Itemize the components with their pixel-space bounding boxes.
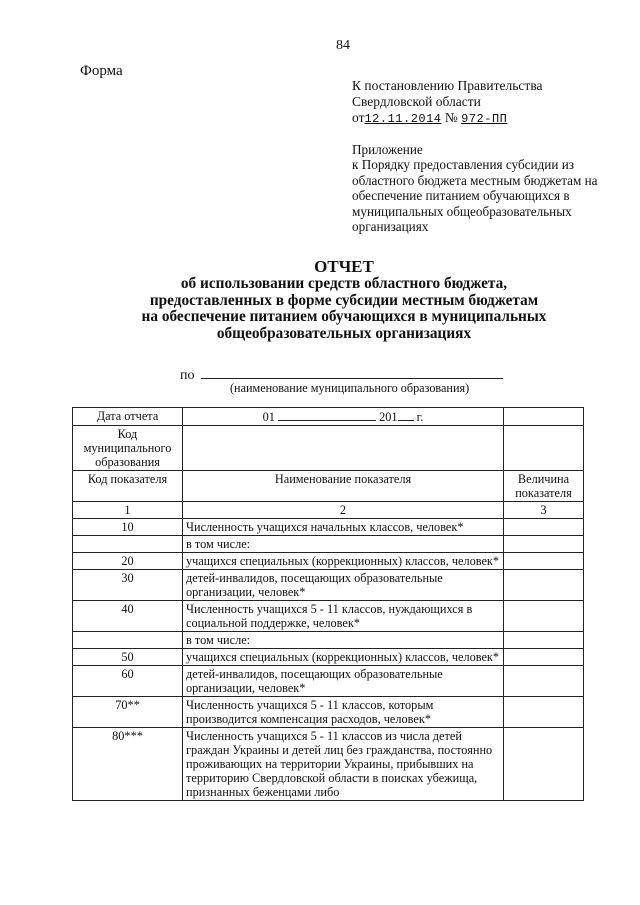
date-year-blank[interactable] [398,409,414,421]
row-value[interactable] [504,697,584,728]
decree-line-2: Свердловской области [352,94,481,109]
header-value: Величина показателя [504,471,584,502]
table-row [73,408,584,426]
row-name: в том числе: [183,632,504,649]
municipal-code-cell[interactable] [183,426,504,471]
decree-number-sign: № [444,110,458,125]
table-header-row [73,471,584,502]
date-value-cell[interactable] [504,408,584,426]
form-label: Форма [80,63,123,79]
date-label: Дата отчета [73,408,183,426]
decree-date-line [352,110,602,127]
municipality-input[interactable] [201,366,503,379]
municipality-label: по [180,368,195,383]
decree-reference [352,78,602,127]
table-row [73,666,584,697]
appendix-line: к Порядку предоставления субсидии из [352,157,574,173]
row-code: 20 [73,553,183,570]
table-row [73,519,584,536]
table-row [73,697,584,728]
row-code: 70** [73,697,183,728]
report-title-line: об использовании средств областного бюджета, [180,274,508,292]
header-code: Код показателя [73,471,183,502]
header-name: Наименование показателя [183,471,504,502]
row-name: Численность учащихся 5 - 11 классов из числа детей граждан Украины и детей лиц без гражданства, постоянно проживающих на территории Украины, прибывших на территорию Свердловской области в поисках убежища, признанных беженцами либо [183,728,504,801]
table-row [73,632,584,649]
row-value[interactable] [504,666,584,697]
table-row [73,601,584,632]
row-name: учащихся специальных (коррекционных) классов, человек* [183,553,504,570]
row-code: 10 [73,519,183,536]
report-table [72,407,584,801]
appendix-line: муниципальных общеобразовательных [352,203,572,219]
municipality-caption: (наименование муниципального образования) [230,381,470,395]
row-value[interactable] [504,519,584,536]
col-number: 3 [504,502,584,519]
page-number: 84 [336,38,350,53]
decree-number: 972-ПП [461,112,508,126]
row-code [73,632,183,649]
column-number-row [73,502,584,519]
row-value[interactable] [504,570,584,601]
table-row [73,728,584,801]
report-title-line: на обеспечение питанием обучающихся в муниципальных [141,308,547,326]
report-title-main: ОТЧЕТ [314,257,374,276]
row-name: Численность учащихся начальных классов, человек* [183,519,504,536]
row-name: учащихся специальных (коррекционных) классов, человек* [183,649,504,666]
appendix-line: обеспечение питанием обучающихся в [352,188,570,204]
table-row [73,536,584,553]
date-day: 01 [262,410,275,424]
date-field[interactable] [183,408,504,426]
row-value[interactable] [504,553,584,570]
date-year: 201 [379,410,398,424]
row-value[interactable] [504,601,584,632]
appendix-block [352,142,622,234]
appendix-label: Приложение [352,142,423,157]
report-title-line: предоставленных в форме субсидии местным бюджетам [149,291,539,309]
table-row [73,553,584,570]
row-name: детей-инвалидов, посещающих образовательные организации, человек* [183,570,504,601]
decree-line-1: К постановлению Правительства [352,78,543,93]
row-code: 60 [73,666,183,697]
row-code: 40 [73,601,183,632]
report-title [100,259,588,343]
col-number: 2 [183,502,504,519]
municipal-code-label: Код муниципального образования [73,426,183,471]
report-title-line: общеобразовательных организациях [216,325,472,343]
decree-date: 12.11.2014 [364,112,442,126]
row-code: 80*** [73,728,183,801]
row-value[interactable] [504,632,584,649]
row-value[interactable] [504,728,584,801]
decree-date-prefix: от [352,110,365,125]
row-code: 30 [73,570,183,601]
table-row [73,426,584,471]
col-number: 1 [73,502,183,519]
table-row [73,649,584,666]
row-value[interactable] [504,536,584,553]
row-name: в том числе: [183,536,504,553]
row-code: 50 [73,649,183,666]
date-suffix: г. [416,410,424,424]
municipal-code-value-cell[interactable] [504,426,584,471]
row-name: детей-инвалидов, посещающих образовательные организации, человек* [183,666,504,697]
row-value[interactable] [504,649,584,666]
row-code [73,536,183,553]
row-name: Численность учащихся 5 - 11 классов, нуждающихся в социальной поддержке, человек* [183,601,504,632]
appendix-line: областного бюджета местным бюджетам на [352,172,598,188]
row-name: Численность учащихся 5 - 11 классов, которым производится компенсация расходов, человек* [183,697,504,728]
date-month-blank[interactable] [278,409,376,421]
table-row [73,570,584,601]
appendix-line: организациях [352,219,429,235]
